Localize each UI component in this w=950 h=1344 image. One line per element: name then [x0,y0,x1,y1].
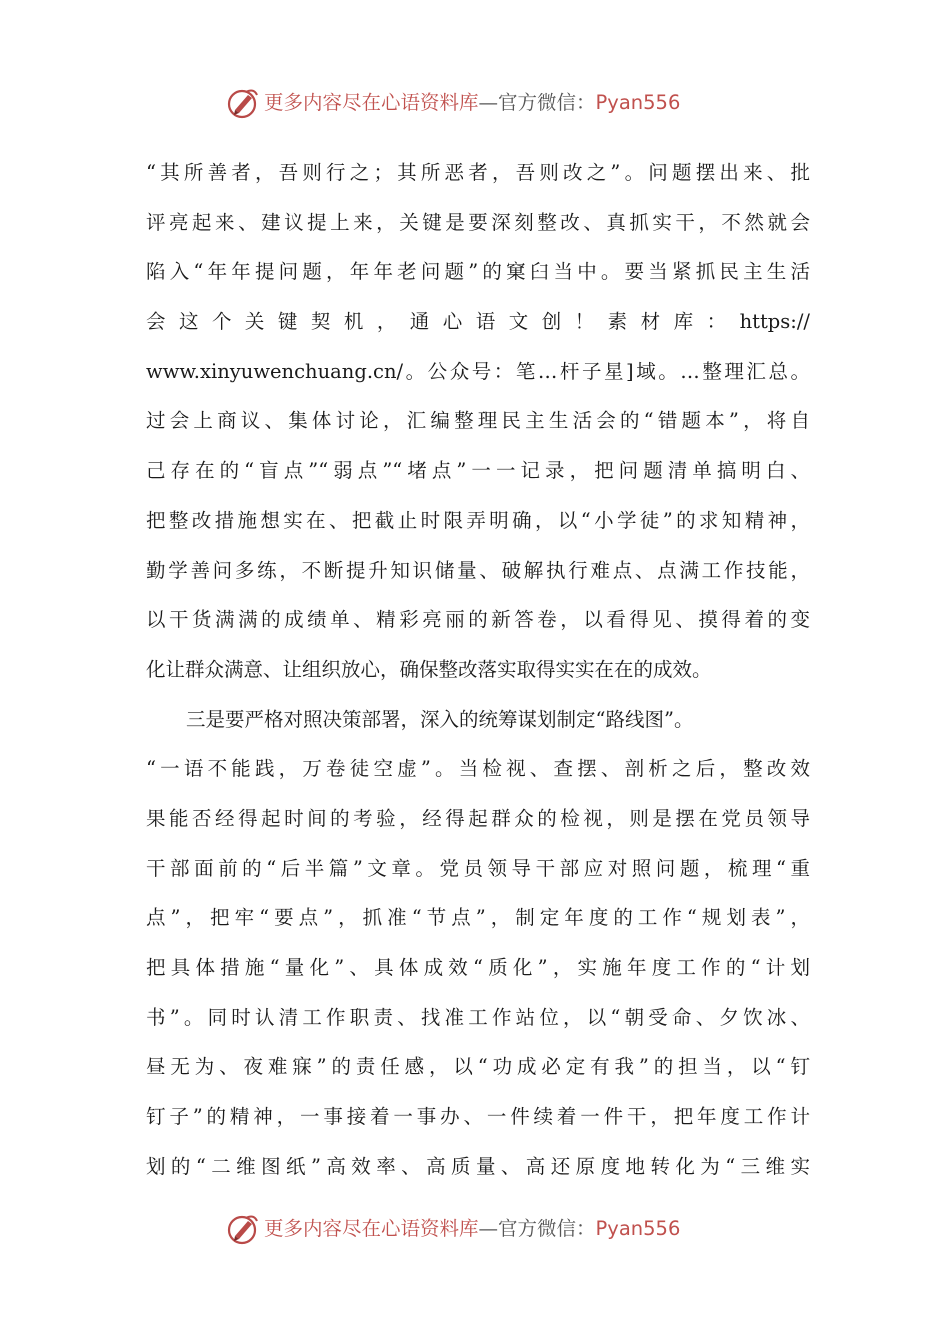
banner-text [264,1216,680,1242]
banner-dash: — [478,91,499,114]
text-line: 会这个关键契机，通心语文创！素材库：https:// [146,310,810,334]
text-line: 以干货满满的成绩单、精彩亮丽的新答卷，以看得见、摸得着的变 [146,608,810,632]
text-line: www.xinyuwenchuang.cn/。公众号：笔…杆子星]域。…整理汇总。 [146,359,810,383]
text-line: “一语不能践，万卷徒空虚”。当检视、查摆、剖析之后，整改效 [146,757,810,781]
text-line: 把具体措施“量化”、具体成效“质化”，实施年度工作的“计划 [146,956,810,979]
banner-wechat-id: Pyan556 [595,1217,681,1240]
header-banner [0,84,950,124]
text-line: 划的“二维图纸”高效率、高质量、高还原度地转化为“三维实 [146,1154,810,1178]
text-line: 点”，把牢“要点”，抓准“节点”，制定年度的工作“规划表”， [146,906,810,930]
text-line: 钉子”的精神，一事接着一事办、一件续着一件干，把年度工作计 [146,1105,810,1129]
banner-main: 更多内容尽在心语资料库 [264,91,479,114]
text-line: 三是要严格对照决策部署，深入的统筹谋划制定“路线图”。 [186,707,694,731]
paragraph-1 [146,148,810,695]
text-line: 干部面前的“后半篇”文章。党员领导干部应对照问题，梳理“重 [146,856,810,880]
banner-text [264,90,680,116]
banner-wechat-label: 官方微信： [498,91,596,114]
text-line: “其所善者，吾则行之；其所恶者，吾则改之”。问题摆出来、批 [146,161,810,184]
document-body [146,148,810,1191]
banner-main: 更多内容尽在心语资料库 [264,1217,479,1240]
text-line: 评亮起来、建议提上来，关键是要深刻整改、真抓实干，不然就会 [146,210,810,234]
text-line: 化让群众满意、让组织放心，确保整改落实取得实实在在的成效。 [146,657,712,681]
paragraph-2 [146,695,810,1192]
pen-logo-icon [226,86,260,120]
footer-banner [0,1210,950,1250]
text-line: 陷入“年年提问题，年年老问题”的窠臼当中。要当紧抓民主生活 [146,260,810,284]
text-line: 书”。同时认清工作职责、找准工作站位，以“朝受命、夕饮冰、 [146,1005,810,1029]
text-line: 己存在的“盲点”“弱点”“堵点”一一记录，把问题清单搞明白、 [146,459,810,483]
banner-wechat-label: 官方微信： [498,1217,596,1240]
text-line: 昼无为、夜难寐”的责任感，以“功成必定有我”的担当，以“钉 [146,1055,810,1079]
pen-logo-icon [226,1212,260,1246]
banner-wechat-id: Pyan556 [595,91,681,114]
text-line: 勤学善问多练，不断提升知识储量、破解执行难点、点满工作技能， [146,558,810,582]
text-line: 把整改措施想实在、把截止时限弄明确，以“小学徒”的求知精神， [146,508,810,532]
text-line: 过会上商议、集体讨论，汇编整理民主生活会的“错题本”，将自 [146,409,810,433]
text-line: 果能否经得起时间的考验，经得起群众的检视，则是摆在党员领导 [146,806,810,830]
banner-dash: — [478,1217,499,1240]
